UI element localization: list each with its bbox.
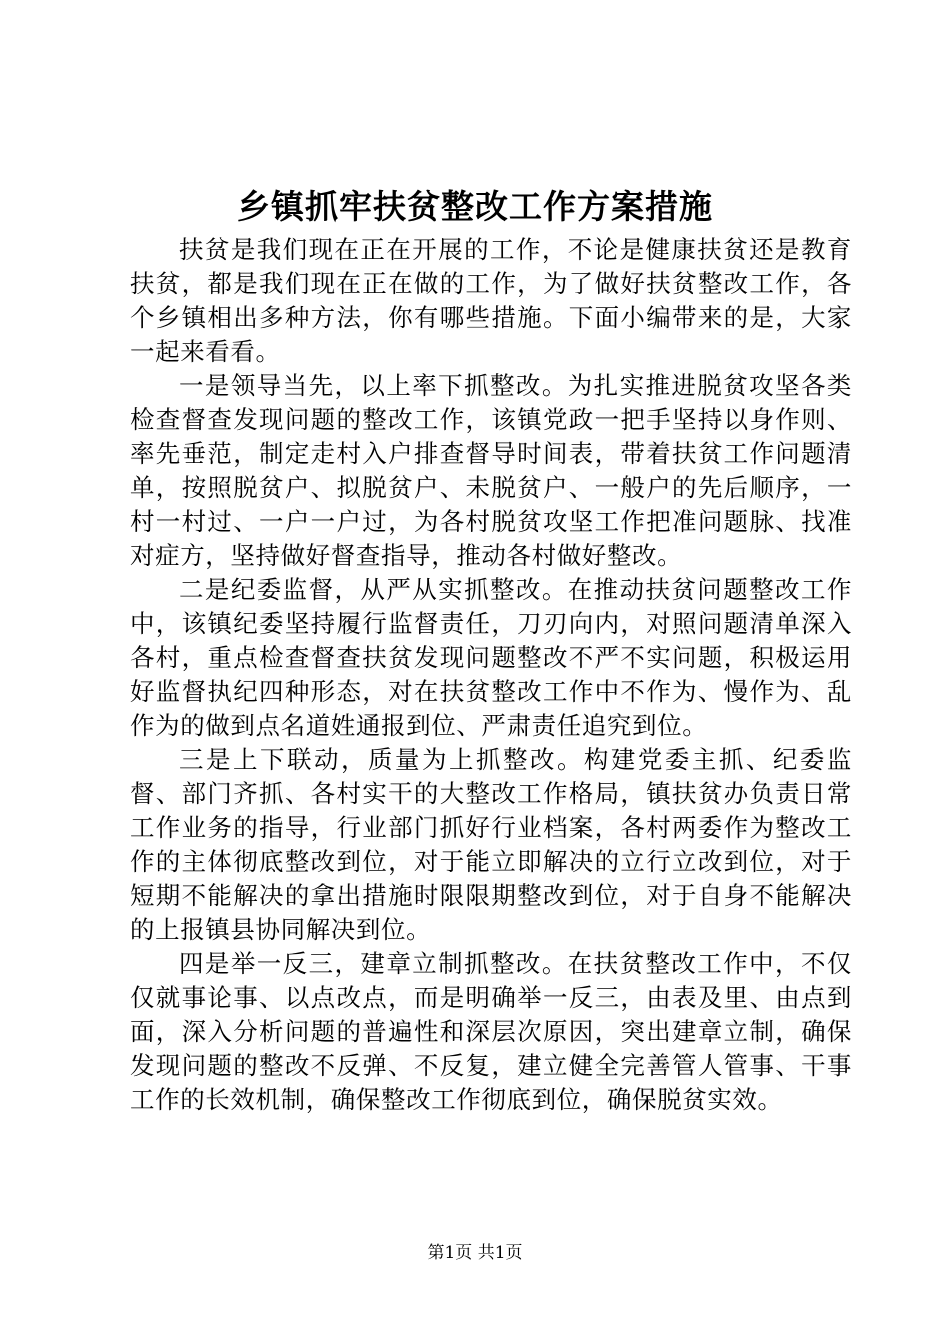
page-number-footer: 第1页 共1页	[427, 1243, 523, 1263]
document-title: 乡镇抓牢扶贫整改工作方案措施	[237, 187, 713, 226]
paragraph-intro: 扶贫是我们现在正在开展的工作，不论是健康扶贫还是教育扶贫，都是我们现在正在做的工作，为了做好扶贫整改工作，各个乡镇相出多种方法，你有哪些措施。下面小编带来的是，大家一起来看看。	[130, 235, 852, 366]
document-body	[130, 233, 852, 1117]
paragraph-measure-3: 三是上下联动，质量为上抓整改。构建党委主抓、纪委监督、部门齐抓、各村实干的大整改工作格局，镇扶贫办负责日常工作业务的指导，行业部门抓好行业档案，各村两委作为整改工作的主体彻底整改到位，对于能立即解决的立行立改到位，对于短期不能解决的拿出措施时限限期整改到位，对于自身不能解决的上报镇县协同解决到位。	[130, 745, 852, 944]
paragraph-measure-4: 四是举一反三，建章立制抓整改。在扶贫整改工作中，不仅仅就事论事、以点改点，而是明确举一反三，由表及里、由点到面，深入分析问题的普遍性和深层次原因，突出建章立制，确保发现问题的整改不反弹、不反复，建立健全完善管人管事、干事工作的长效机制，确保整改工作彻底到位，确保脱贫实效。	[130, 949, 852, 1114]
paragraph-measure-2: 二是纪委监督，从严从实抓整改。在推动扶贫问题整改工作中，该镇纪委坚持履行监督责任，刀刃向内，对照问题清单深入各村，重点检查督查扶贫发现问题整改不严不实问题，积极运用好监督执纪四种形态，对在扶贫整改工作中不作为、慢作为、乱作为的做到点名道姓通报到位、严肃责任追究到位。	[130, 575, 852, 740]
paragraph-measure-1: 一是领导当先，以上率下抓整改。为扎实推进脱贫攻坚各类检查督查发现问题的整改工作，该镇党政一把手坚持以身作则、率先垂范，制定走村入户排查督导时间表，带着扶贫工作问题清单，按照脱贫户、拟脱贫户、未脱贫户、一般户的先后顺序，一村一村过、一户一户过，为各村脱贫攻坚工作把准问题脉、找准对症方，坚持做好督查指导，推动各村做好整改。	[130, 371, 852, 570]
